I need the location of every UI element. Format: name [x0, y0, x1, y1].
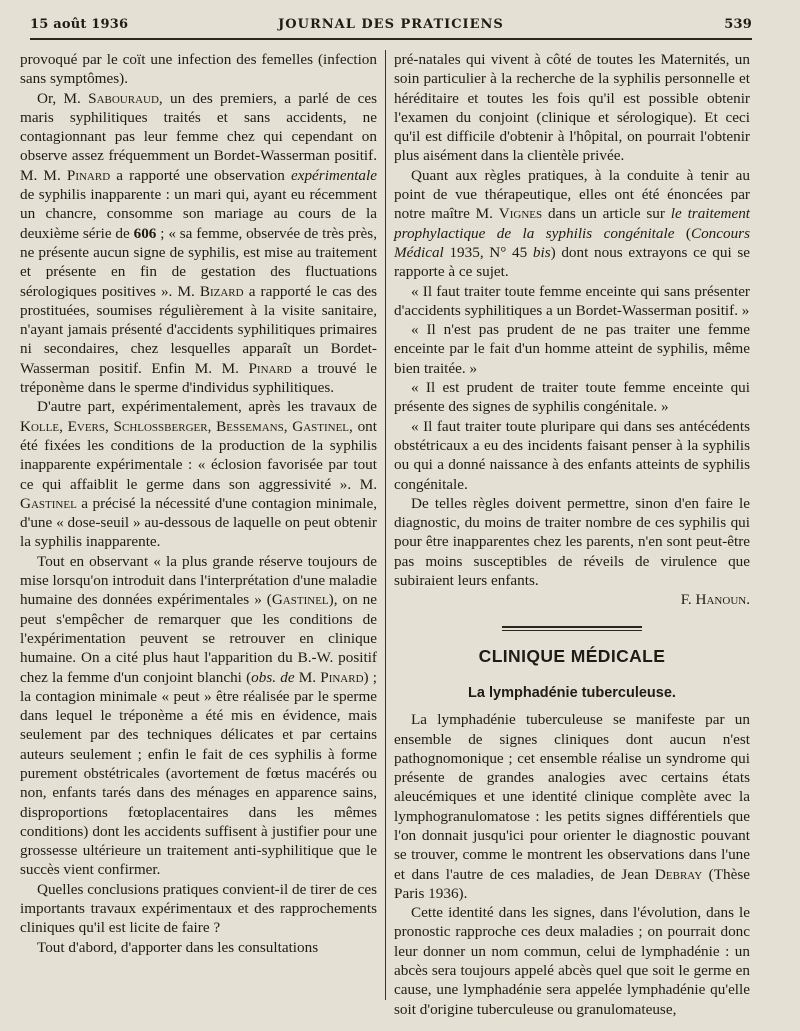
paragraph: D'autre part, expérimentalement, après les travaux de Kolle, Evers, Schlossberger, Bessemans, Gastinel, ont été fixées les conditions de la production de la syphilis inapparente expérimentale : « éclosion favorisée par tout ce qui affaiblit le germe dans son aggressivité ». M. Gastinel a précisé la nécessité d'une contagion minimale, d'une « dose-seuil » au-dessous de laquelle on peut obtenir la syphilis inapparente.	[20, 398, 377, 551]
emphasis: bis	[532, 243, 551, 261]
paragraph: De telles règles doivent permettre, sinon d'en faire le diagnostic, du moins de traiter nombre de ces syphilis qui pour être inapparentes chez les parents, n'en sont peut-être pas moins susceptibles de réveils de virulence que subiraient leurs enfants.	[394, 494, 750, 590]
signature-name: Hanoun.	[695, 591, 750, 609]
header-journal-title: JOURNAL DES PRATICIENS	[278, 17, 504, 32]
emphasis: expérimentale	[290, 166, 377, 184]
author-name: Pinard	[320, 668, 364, 686]
quote: « Il faut traiter toute femme enceinte qui sans présenter d'accidents syphilitiques a un Bordet-Wasserman positif. »	[394, 282, 750, 319]
paragraph: provoqué par le coït une infection des femelles (infection sans symptômes).	[20, 51, 377, 88]
paragraph: Cette identité dans les signes, dans l'évolution, dans le pronostic rapproche ces deux maladies ; on pourrait donc leur donner un nom commun, celui de lymphadénie : un abcès sera toujours appelé abcès quel que soit le germe en cause, une lymphadénie sera appelée lymphadénie qu'elle soit d'origine tuberculeuse ou granulomateuse,	[394, 904, 750, 1018]
header-date: 15 août 1936	[30, 17, 129, 32]
author-name: Pinard	[66, 166, 111, 184]
article-title: le traitement prophylactique de la syphilis congénitale	[394, 205, 751, 242]
paragraph: Quelles conclusions pratiques convient-il de tirer de ces importants travaux expérimentaux et des rapprochements cliniques qu'il est licite de faire ?	[20, 880, 377, 937]
running-header	[30, 14, 752, 40]
right-column	[394, 50, 750, 1019]
column-divider	[385, 50, 386, 1000]
author-name: Gastinel	[271, 591, 329, 609]
quote: « Il n'est pas prudent de ne pas traiter une femme enceinte par le fait d'un homme atteint de syphilis, même bien traitée. »	[394, 321, 750, 377]
left-column	[20, 50, 377, 957]
author-name: Pinard	[248, 359, 292, 377]
author-name: Bizard	[199, 282, 244, 300]
author-name: Sabouraud	[88, 89, 159, 107]
paragraph: Tout d'abord, d'apporter dans les consultations	[37, 938, 319, 956]
section-title: CLINIQUE MÉDICALE	[478, 645, 666, 666]
emphasis: obs. de	[251, 668, 295, 686]
paragraph: Quant aux règles pratiques, à la conduite à tenir au point de vue thérapeutique, elles ont été énoncées par notre maître M. Vignes dans un article sur le traitement prophylactique de la syphilis congénitale (Concours Médical 1935, N° 45 bis) dont nous extrayons ce qui se rapporte à ce sujet.	[394, 166, 751, 281]
journal-reference: Concours Médical	[394, 224, 751, 261]
paragraph: pré-natales qui vivent à côté de toutes les Maternités, un soin particulier à la recherche de la syphilis personnelle et héréditaire et toutes les fois qu'il est possible obtenir l'examen du conjoint (clinique et sérologique). Et ceci qu'il est difficile d'obtenir à l'hôpital, on pourrait l'obtenir plus aisément dans la clientèle privée.	[394, 51, 750, 165]
author-name: Gastinel	[20, 494, 77, 512]
section-separator	[502, 626, 642, 631]
header-page-number: 539	[724, 17, 752, 32]
author-name: Debray	[654, 865, 703, 883]
author-list: Kolle, Evers, Schlossberger, Bessemans, Gastinel	[20, 417, 350, 435]
drug-number: 606	[133, 224, 157, 242]
quote: « Il est prudent de traiter toute femme enceinte qui présente des signes de syphilis congénitale. »	[394, 379, 750, 416]
quote: « Il faut traiter toute pluripare qui dans ses antécédents obstétricaux a eu des incidents faisant penser à la syphilis ou qui a donné naissance à des enfants atteints de syphilis congénitale.	[394, 417, 750, 493]
author-name: Vignes	[498, 205, 543, 223]
paragraph: Tout en observant « la plus grande réserve toujours de mise lorsqu'on introduit dans l'interprétation d'une maladie humaine des données expérimentales » (Gastinel), on ne peut s'empêcher de remarquer que les conditions de l'expérimentation peuvent se retrouver en clinique humaine. On a cité plus haut l'apparition du B.-W. positif chez la femme d'un conjoint blanchi (obs. de M. Pinard) ; la contagion minimale « peut » être réalisée par le sperme dans lequel le tréponème a été mis en évidence, mais seulement par des techniques délicates et par certains auteurs seulement ; enfin le fait de ces syphilis à forme purement obstétricales (avortement de fœtus macérés ou non, enfants tarés dans des ménages en apparence sains, disproportions fœtoplacentaires dans les mêmes conditions) dont les accidents suffisent à justifier pour une grossesse ultérieure un traitement anti-syphilitique que le succès vient confirmer.	[20, 552, 377, 879]
paragraph: La lymphadénie tuberculeuse se manifeste par un ensemble de signes cliniques dont aucun n'est pathognomonique ; cet ensemble réalise un syndrome qui présente de grandes analogies avec certains états aleucémiques et une identité clinique complète avec la lymphogranulomatose : les petits signes différentiels que l'on donnait jusqu'ici pour orienter le diagnostic pouvant se trouver, comme le montrent les observations dans l'une et dans l'autre de ces maladies, de Jean Debray (Thèse Paris 1936).	[394, 711, 750, 902]
signature: F. Hanoun.	[680, 591, 750, 609]
paragraph: Or, M. Sabouraud, un des premiers, a parlé de ces maris syphilitiques traités et sans accidents, ne contagionnant pas leur femme chez qui cependant on observe assez fréquemment un Bordet-Wasserman positif. M. M. Pinard a rapporté une observation expérimentale de syphilis inapparente : un mari qui, ayant eu récemment un chancre, consomme son mariage au cours de la deuxième série de 606 ; « sa femme, observée de très près, ne présente aucun signe de syphilis, est mise au traitement et présente en fin de gestation des fluctuations sérologiques positives ». M. Bizard a rapporté le cas des prostituées, soumises régulièrement à la visite sanitaire, n'ayant jamais présenté d'accidents syphilitiques primaires ni secondaires, chez lesquelles apparaît un Bordet-Wasserman positif. Enfin M. M. Pinard a trouvé le tréponème dans le sperme d'individus syphilitiques.	[20, 89, 378, 397]
article-heading: La lymphadénie tuberculeuse.	[468, 684, 676, 701]
